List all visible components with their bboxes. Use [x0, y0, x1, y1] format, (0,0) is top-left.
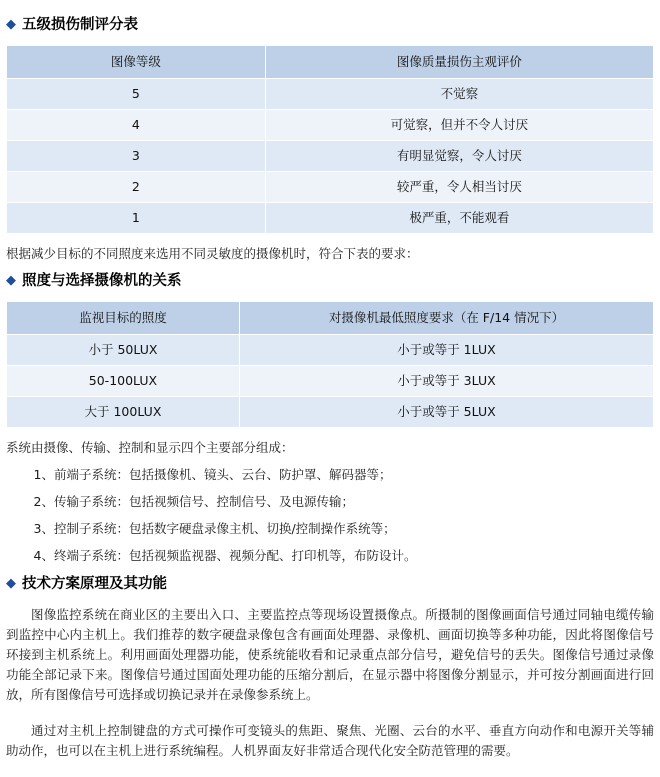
- cell-grade: 4: [7, 110, 266, 141]
- diamond-bullet-icon: ◆: [6, 273, 16, 289]
- section-heading-lux: [6, 270, 654, 293]
- cell-evaluation: 有明显觉察，令人讨厌: [265, 141, 653, 172]
- section-heading-grade-label: 五级损伤制评分表: [22, 17, 138, 33]
- cell-target-lux: 50-100LUX: [7, 366, 240, 397]
- section-heading-tech: [6, 573, 654, 596]
- tech-paragraph-2: 通过对主机上控制键盘的方式可操作可变镜头的焦距、聚焦、光圈、云台的水平、垂直方向动作和电源开关等辅助动作，也可以在主机上进行系统编程。人机界面友好非常适合现代化安全防范管理的需要。: [6, 722, 654, 758]
- table-header-row: [7, 46, 654, 79]
- system-subsystem-list: [6, 465, 654, 566]
- cell-evaluation: 可觉察，但并不令人讨厌: [265, 110, 653, 141]
- tech-paragraph-1: 图像监控系统在商业区的主要出入口、主要监控点等现场设置摄像点。所摄制的图像画面信号通过同轴电缆传输到监控中心内主机上。我们推荐的数字硬盘录像包含有画面处理器、录像机、画面切换等多种功能，因此将图像信号环接到主机系统上。利用画面处理器功能，使系统能收看和记录重点部分信号，避免信号的丢失。图像信号通过录像功能全部记录下来。图像信号通过国面处理功能的压缩分割后，在显示器中将图像分割显示，并可按分割画面进行回放，所有图像信号可选择或切换记录并在录像参系统上。: [6, 606, 654, 702]
- system-intro-text: 系统由摄像、传输、控制和显示四个主要部分组成：: [6, 440, 294, 456]
- lux-table: [6, 301, 654, 428]
- list-item: 4、终端子系统：包括视频监视器、视频分配、打印机等，布防设计。: [33, 548, 417, 564]
- cell-grade: 1: [7, 203, 266, 234]
- cell-evaluation: 极严重，不能观看: [265, 203, 653, 234]
- table-row: [7, 203, 654, 234]
- section-heading-tech-label: 技术方案原理及其功能: [22, 576, 167, 593]
- cell-evaluation: 较严重，令人相当讨厌: [265, 172, 653, 203]
- cell-camera-min-lux: 小于或等于 5LUX: [239, 397, 653, 428]
- table-row: [7, 141, 654, 172]
- diamond-bullet-icon: ◆: [6, 576, 16, 592]
- column-header-grade: 图像等级: [7, 46, 266, 79]
- diamond-bullet-icon: ◆: [6, 17, 16, 33]
- table-row: [7, 366, 654, 397]
- table-row: [7, 79, 654, 110]
- section-heading-lux-label: 照度与选择摄像机的关系: [22, 273, 182, 290]
- cell-target-lux: 大于 100LUX: [7, 397, 240, 428]
- list-item: 3、控制子系统：包括数字硬盘录像主机、切换/控制操作系统等；: [33, 521, 396, 537]
- column-header-camera-min-lux: 对摄像机最低照度要求（在 F/14 情况下）: [239, 302, 653, 335]
- section-heading-grade: [6, 14, 654, 37]
- cell-camera-min-lux: 小于或等于 3LUX: [239, 366, 653, 397]
- column-header-evaluation: 图像质量损伤主观评价: [265, 46, 653, 79]
- table-row: [7, 172, 654, 203]
- cell-grade: 2: [7, 172, 266, 203]
- list-item: 2、传输子系统：包括视频信号、控制信号、及电源传输；: [33, 494, 354, 510]
- table-row: [7, 397, 654, 428]
- column-header-target-lux: 监视目标的照度: [7, 302, 240, 335]
- table-row: [7, 110, 654, 141]
- table-row: [7, 335, 654, 366]
- grade-table: [6, 45, 654, 234]
- cell-camera-min-lux: 小于或等于 1LUX: [239, 335, 653, 366]
- cell-target-lux: 小于 50LUX: [7, 335, 240, 366]
- table-header-row: [7, 302, 654, 335]
- cell-grade: 3: [7, 141, 266, 172]
- cell-evaluation: 不觉察: [265, 79, 653, 110]
- between-tables-text: 根据减少目标的不同照度来选用不同灵敏度的摄像机时，符合下表的要求：: [6, 246, 419, 262]
- cell-grade: 5: [7, 79, 266, 110]
- list-item: 1、前端子系统：包括摄像机、镜头、云台、防护罩、解码器等；: [33, 467, 392, 483]
